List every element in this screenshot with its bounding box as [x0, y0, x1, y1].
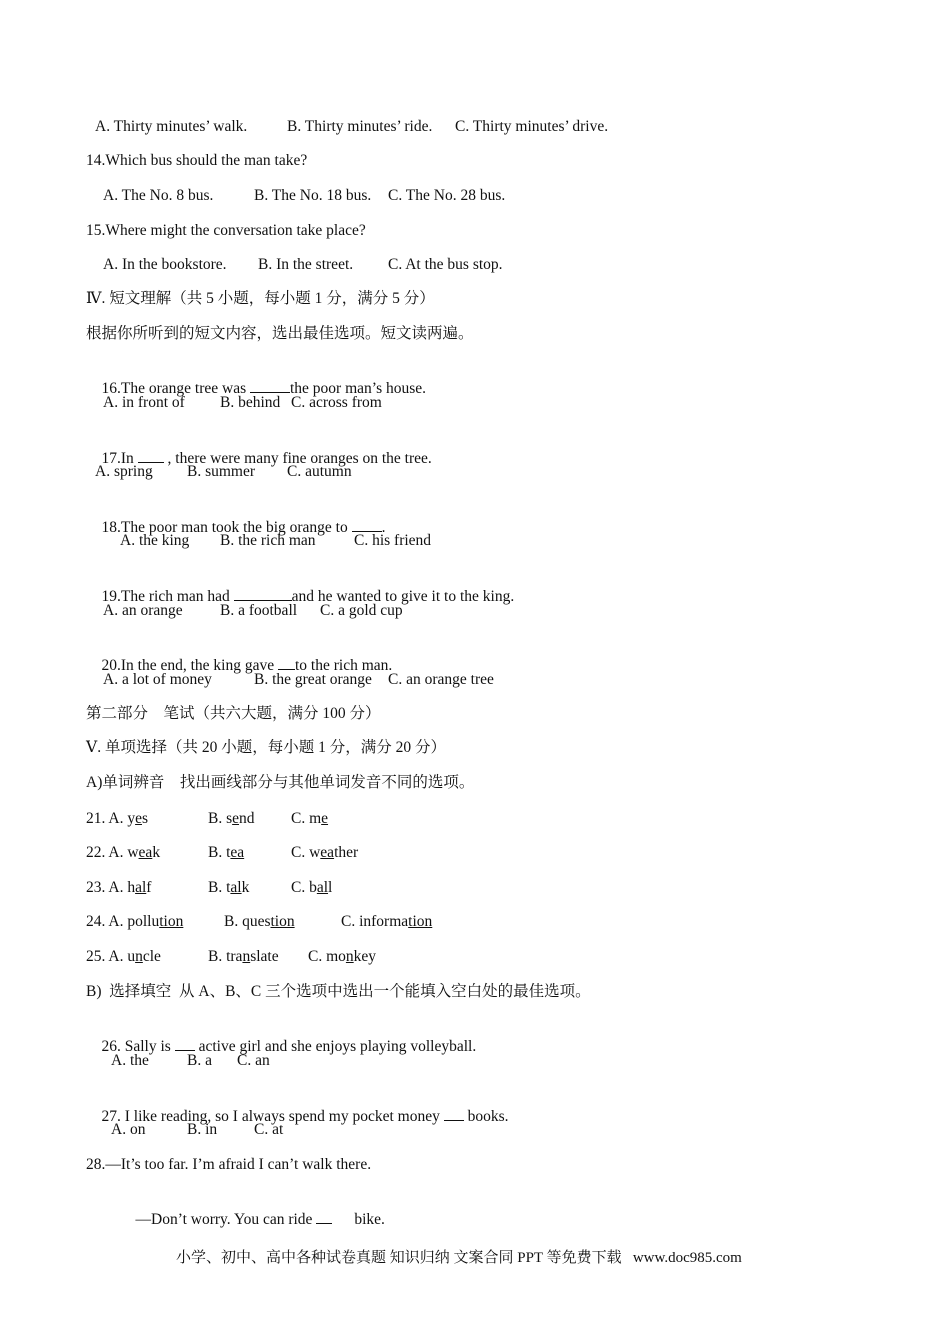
q14-option-b: B. The No. 18 bus. [254, 187, 372, 204]
section5-title: Ⅴ. 单项选择（共 20 小题，每小题 1 分，满分 20 分） [86, 739, 446, 756]
q19-option-a: A. an orange [103, 602, 183, 619]
q23-underlined-c: al [316, 879, 329, 896]
q17-stem-after: , there were many fine oranges on the tree. [163, 450, 432, 467]
q21-underlined-b: e [232, 810, 240, 827]
q14-stem: 14.Which bus should the man take? [86, 152, 308, 169]
q14-option-c: C. The No. 28 bus. [388, 187, 506, 204]
q20-stem-before: 20.In the end, the king gave [101, 657, 278, 674]
q24-underlined-a: tion [159, 913, 184, 930]
q28-line1: 28.—It’s too far. I’m afraid I can’t walk there. [86, 1156, 372, 1173]
q27-stem-before: 27. I like reading, so I always spend my pocket money [101, 1108, 444, 1125]
q23-option-b: B. talk [208, 879, 250, 896]
q24-option-c: C. information [341, 913, 433, 930]
part2-title: 第二部分 笔试（共六大题，满分 100 分） [86, 705, 381, 722]
q27-option-a: A. on [111, 1121, 146, 1138]
q19-answer-blank [234, 586, 292, 601]
q17-answer-blank [138, 448, 164, 463]
q25-underlined-a: n [135, 948, 143, 965]
q18-option-a: A. the king [120, 532, 190, 549]
q17-option-a: A. spring [95, 463, 153, 480]
q17-stem-before: 17.In [101, 450, 138, 467]
q19-stem-after: and he wanted to give it to the king. [291, 588, 515, 605]
q24-option-a: 24. A. pollution [86, 913, 184, 930]
q19-stem-before: 19.The rich man had [101, 588, 234, 605]
q18-stem-before: 18.The poor man took the big orange to [101, 519, 352, 536]
q15-option-b: B. In the street. [258, 256, 354, 273]
q26-stem-before: 26. Sally is [101, 1038, 175, 1055]
q16-option-a: A. in front of [103, 394, 185, 411]
q23-option-a: 23. A. half [86, 879, 152, 896]
q13-option-b: B. Thirty minutes’ ride. [287, 118, 433, 135]
q18-answer-blank [352, 517, 382, 532]
q22-underlined-b: ea [230, 844, 245, 861]
q21-underlined-c: e [321, 810, 329, 827]
q27-option-b: B. in [187, 1121, 218, 1138]
section4-title: Ⅳ. 短文理解（共 5 小题，每小题 1 分，满分 5 分） [86, 290, 435, 307]
q22-underlined-a: ea [138, 844, 153, 861]
q24-underlined-c: tion [408, 913, 433, 930]
q13-option-c: C. Thirty minutes’ drive. [455, 118, 609, 135]
section5-sub-a: A)单词辨音 找出画线部分与其他单词发音不同的选项。 [86, 774, 475, 791]
q16-stem-after: the poor man’s house. [289, 380, 427, 397]
q23-option-c: C. ball [291, 879, 333, 896]
q22-option-b: B. tea [208, 844, 245, 861]
q20-option-c: C. an orange tree [388, 671, 494, 688]
q26-answer-blank [175, 1036, 195, 1051]
q17-option-b: B. summer [187, 463, 256, 480]
q15-option-c: C. At the bus stop. [388, 256, 503, 273]
q21-option-b: B. send [208, 810, 255, 827]
q26-stem-after: active girl and she enjoys playing volleyball. [194, 1038, 477, 1055]
q23-underlined-a: al [135, 879, 147, 896]
page-footer: 小学、初中、高中各种试卷真题 知识归纳 文案合同 PPT 等免费下载 www.doc985.com [176, 1250, 742, 1266]
q18-option-b: B. the rich man [220, 532, 316, 549]
q20-option-a: A. a lot of money [103, 671, 212, 688]
q16-stem-before: 16.The orange tree was [101, 380, 250, 397]
q24-underlined-b: tion [270, 913, 295, 930]
q25-option-b: B. translate [208, 948, 279, 965]
q27-option-c: C. at [254, 1121, 284, 1138]
section4-instruction: 根据你所听到的短文内容，选出最佳选项。短文读两遍。 [86, 325, 474, 342]
q16-answer-blank [250, 378, 290, 393]
q28-line2 [120, 1189, 385, 1250]
q15-option-a: A. In the bookstore. [103, 256, 227, 273]
q22-underlined-c: ea [320, 844, 335, 861]
q22-option-c: C. weather [291, 844, 359, 861]
q25-option-c: C. monkey [308, 948, 377, 965]
q14-option-a: A. The No. 8 bus. [103, 187, 214, 204]
q27-stem-after: books. [463, 1108, 509, 1125]
q15-stem: 15.Where might the conversation take place? [86, 222, 366, 239]
q28-line2-after: bike. [354, 1211, 385, 1228]
q27-answer-blank [444, 1106, 464, 1121]
q20-stem-after: to the rich man. [294, 657, 393, 674]
q18-option-c: C. his friend [354, 532, 432, 549]
q22-option-a: 22. A. weak [86, 844, 161, 861]
q17-option-c: C. autumn [287, 463, 352, 480]
q18-stem-after: . [381, 519, 386, 536]
q26-option-c: C. an [237, 1052, 270, 1069]
q28-answer-blank [316, 1209, 332, 1224]
q24-option-b: B. question [224, 913, 295, 930]
q21-option-a: 21. A. yes [86, 810, 149, 827]
q25-option-a: 25. A. uncle [86, 948, 161, 965]
q26-option-a: A. the [111, 1052, 149, 1069]
q23-underlined-b: al [230, 879, 242, 896]
q25-underlined-c: n [345, 948, 354, 965]
q19-option-c: C. a gold cup [320, 602, 403, 619]
section5-sub-b: B) 选择填空 从 A、B、C 三个选项中选出一个能填入空白处的最佳选项。 [86, 983, 591, 1000]
q16-option-c: C. across from [291, 394, 382, 411]
q21-underlined-a: e [135, 810, 142, 827]
q27-stem [86, 1086, 509, 1147]
q21-option-c: C. me [291, 810, 329, 827]
q13-option-a: A. Thirty minutes’ walk. [95, 118, 248, 135]
q16-option-b: B. behind [220, 394, 281, 411]
q25-underlined-b: n [242, 948, 251, 965]
q20-option-b: B. the great orange [254, 671, 372, 688]
q20-answer-blank [278, 655, 295, 670]
q28-line2-before: —Don’t worry. You can ride [135, 1211, 317, 1228]
q26-option-b: B. a [187, 1052, 212, 1069]
q19-option-b: B. a football [220, 602, 298, 619]
